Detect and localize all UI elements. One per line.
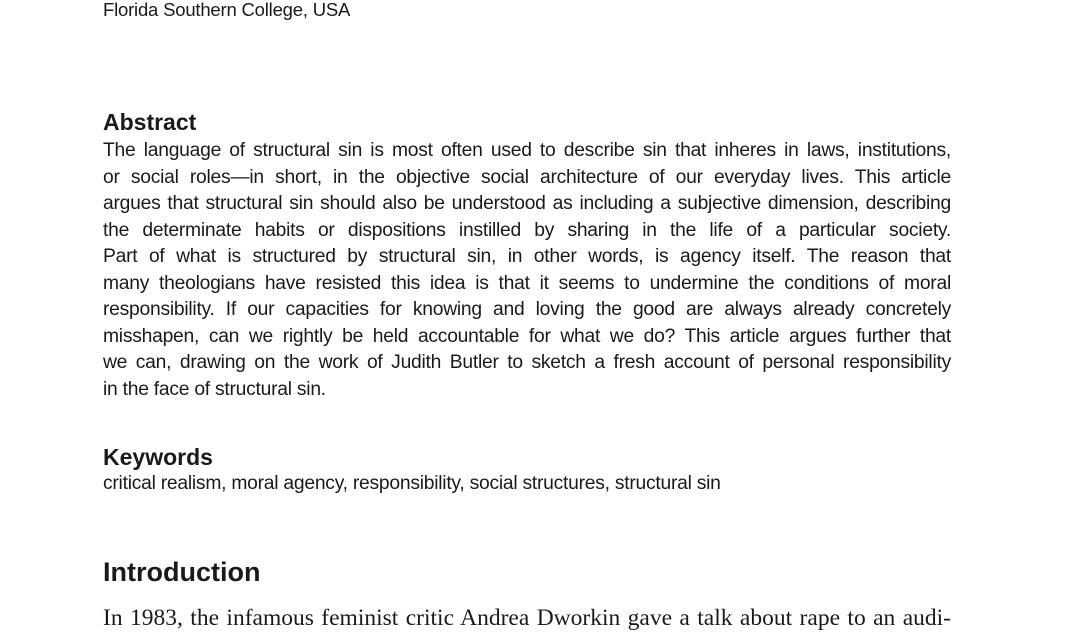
introduction-line: In 1983, the infamous feminist critic Andrea Dworkin gave a talk about rape to an audi- <box>103 605 951 631</box>
abstract-text <box>103 138 951 403</box>
abstract-line: The language of structural sin is most often used to describe sin that inheres in laws, institutions, <box>103 140 951 161</box>
keywords-heading: Keywords <box>103 444 213 470</box>
abstract-line: in the face of structural sin. <box>103 378 326 400</box>
abstract-line: argues that structural sin should also be understood as including a subjective dimension, describing <box>103 193 951 214</box>
abstract-line: many theologians have resisted this idea is that it seems to undermine the conditions of moral <box>103 272 951 294</box>
abstract-line: responsibility. If our capacities for knowing and loving the good are always already concretely <box>103 299 951 320</box>
abstract-line: we can, drawing on the work of Judith Butler to sketch a fresh account of personal responsibility <box>103 352 951 373</box>
introduction-heading: Introduction <box>103 557 261 587</box>
abstract-line: Part of what is structured by structural sin, in other words, is agency itself. The reason that <box>103 246 951 267</box>
abstract-line: or social roles—in short, in the objective social architecture of our everyday lives. This article <box>103 166 951 188</box>
author-affiliation: Florida Southern College, USA <box>103 0 351 20</box>
abstract-heading: Abstract <box>103 109 197 135</box>
introduction-text <box>103 603 951 633</box>
abstract-line: misshapen, can we rightly be held accountable for what we do? This article argues further that <box>103 325 951 347</box>
keywords-list: critical realism, moral agency, responsibility, social structures, structural sin <box>103 473 721 494</box>
abstract-line: the determinate habits or dispositions instilled by sharing in the life of a particular society. <box>103 219 951 241</box>
